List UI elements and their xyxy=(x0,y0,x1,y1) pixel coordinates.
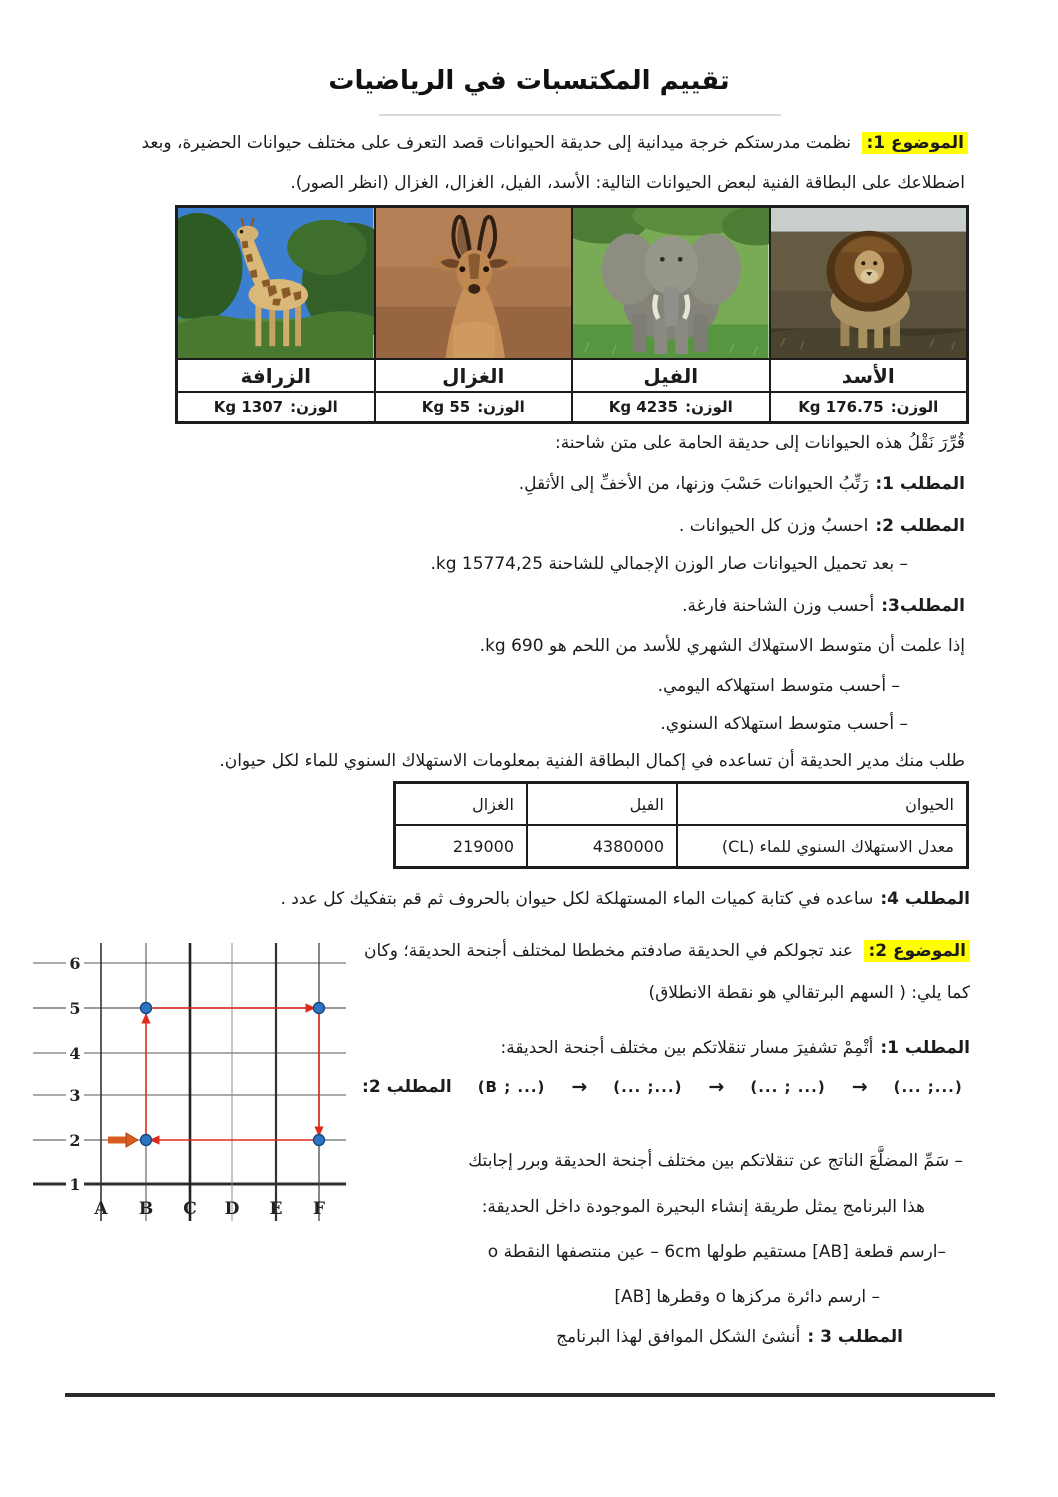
topic2-intro-line1 xyxy=(364,936,970,966)
svg-text:6: 6 xyxy=(69,954,81,973)
question-2-text: احسبُ وزن كل الحيوانات . xyxy=(678,516,869,536)
lion-photo xyxy=(770,207,968,359)
water-value-elephant: 4380000 xyxy=(527,825,677,867)
svg-text:D: D xyxy=(224,1199,240,1219)
svg-text:2: 2 xyxy=(69,1131,81,1150)
weight-label: الوزن: xyxy=(477,398,525,416)
topic2-question-2-label: المطلب 2: xyxy=(362,1077,452,1097)
program-step-1: –ارسم قطعة [AB] مستقيم طولها 6cm – عين منتصفها النقطة o xyxy=(487,1242,946,1262)
animal-weight-elephant xyxy=(572,392,770,422)
park-map-grid xyxy=(28,938,353,1230)
animal-weight-gazelle xyxy=(375,392,573,422)
program-step-2: – ارسم دائرة مركزها o وقطرها [AB] xyxy=(614,1287,880,1307)
question-3-label: المطلب3: xyxy=(881,596,965,616)
svg-text:3: 3 xyxy=(69,1086,81,1105)
svg-text:C: C xyxy=(183,1199,197,1219)
weight-value: 1307 Kg xyxy=(213,398,284,416)
topic2-question-1-text: أتْمِمْ تشفيرَ مسار تنقلاتكم بين مختلف أجنحة الحديقة: xyxy=(500,1038,874,1058)
topic1-intro-text1: نظمت مدرستكم خرجة ميدانية إلى حديقة الحيوانات قصد التعرف على مختلف حيوانات الحضيرة، وبعد xyxy=(141,133,852,153)
program-line: هذا البرنامج يمثل طريقة إنشاء البحيرة الموجودة داخل الحديقة: xyxy=(481,1197,925,1217)
coordinate-sequence xyxy=(362,1076,963,1098)
coordinate-pair: (... ;...) xyxy=(613,1078,683,1096)
topic2-question-3-text: أنشئ الشكل الموافق لهذا البرنامج xyxy=(556,1327,801,1347)
topic1-label: الموضوع 1: xyxy=(862,132,968,154)
topic2-question-1-label: المطلب 1: xyxy=(880,1038,970,1058)
question-4-label: المطلب 4: xyxy=(880,889,970,909)
svg-text:B: B xyxy=(138,1199,154,1219)
topic1-intro-line2 xyxy=(290,168,965,198)
question-3 xyxy=(682,591,965,621)
water-intro-line: طلب منك مدير الحديقة أن تساعده في إكمال البطاقة الفنية بمعلومات الاستهلاك السنوي للماء لكل حيوان. xyxy=(219,751,965,771)
topic1-intro-line1 xyxy=(141,128,968,158)
elephant-photo xyxy=(572,207,770,359)
topic2-question-1 xyxy=(501,1033,970,1063)
bullet-yearly: – أحسب متوسط استهلاكه السنوي. xyxy=(660,714,908,734)
animal-name-gazelle: الغزال xyxy=(375,359,573,392)
bullet-daily: – أحسب متوسط استهلاكه اليومي. xyxy=(657,676,900,696)
topic2-question-3 xyxy=(556,1322,903,1352)
svg-text:1: 1 xyxy=(69,1175,81,1194)
water-header-animal: الحيوان xyxy=(677,783,967,825)
title-underline xyxy=(379,114,781,116)
footer-divider xyxy=(65,1393,995,1397)
weight-label: الوزن: xyxy=(685,398,733,416)
animal-name-lion: الأسد xyxy=(770,359,968,392)
water-header-gazelle: الغزال xyxy=(395,783,527,825)
coordinate-pair: (... ; ...) xyxy=(750,1078,826,1096)
gazelle-photo xyxy=(375,207,573,359)
svg-text:5: 5 xyxy=(69,999,81,1018)
water-row-label: معدل الاستهلاك السنوي للماء (CL) xyxy=(677,825,967,867)
animal-name-giraffe: الزرافة xyxy=(177,359,375,392)
arrow-right-icon: → xyxy=(708,1076,725,1098)
polygon-line: – سَمِّ المضلَّعَ الناتج عن تنقلاتكم بين مختلف أجنحة الحديقة وبرر إجابتك xyxy=(468,1151,963,1171)
giraffe-photo xyxy=(177,207,375,359)
arrow-right-icon: → xyxy=(571,1076,588,1098)
question-4-text: ساعده في كتابة كميات الماء المستهلكة لكل حيوان بالحروف ثم قم بتفكيك كل عدد . xyxy=(280,889,874,909)
topic2-intro-text1: عند تجولكم في الحديقة صادفتم مخططا لمختلف أجنحة الحديقة؛ وكان xyxy=(363,941,854,961)
weight-label: الوزن: xyxy=(890,398,939,416)
coordinate-pair: (... ;...) xyxy=(893,1078,963,1096)
svg-text:4: 4 xyxy=(69,1044,81,1063)
water-header-elephant: الفيل xyxy=(527,783,677,825)
question-1-text: رَتِّبُ الحيوانات حَسْبَ وزنها، من الأخفِّ إلى الأثقلِ. xyxy=(518,474,869,494)
topic2-intro-line2: كما يلي: ( السهم البرتقالي هو نقطة الانطلاق) xyxy=(648,983,970,1003)
weight-value: 55 Kg xyxy=(421,398,471,416)
question-2-label: المطلب 2: xyxy=(875,516,965,536)
transport-line: قُرِّرَ نَقْلُ هذه الحيوانات إلى حديقة الحامة على متن شاحنة: xyxy=(554,433,965,453)
weight-value: 4235 Kg xyxy=(608,398,679,416)
lion-meat-line: إذا علمت أن متوسط الاستهلاك الشهري للأسد من اللحم هو 690 kg. xyxy=(479,636,965,656)
svg-text:F: F xyxy=(312,1199,326,1219)
svg-text:A: A xyxy=(94,1199,108,1219)
question-2 xyxy=(679,511,965,541)
coordinate-pair: (B ; ...) xyxy=(477,1078,546,1096)
loaded-weight-note: – بعد تحميل الحيوانات صار الوزن الإجمالي للشاحنة 15774,25 kg. xyxy=(430,554,908,574)
topic1-intro-text2: اضطلاعك على البطاقة الفنية لبعض الحيوانات التالية: الأسد، الفيل، الغزال، الغزال (انظر الصور). xyxy=(290,173,965,193)
animal-table xyxy=(175,205,969,424)
water-table xyxy=(393,781,969,869)
question-4 xyxy=(280,884,970,914)
water-value-gazelle: 219000 xyxy=(395,825,527,867)
question-1-label: المطلب 1: xyxy=(875,474,965,494)
topic2-question-3-label: المطلب 3 : xyxy=(807,1327,903,1347)
svg-text:E: E xyxy=(269,1199,283,1219)
animal-name-elephant: الفيل xyxy=(572,359,770,392)
animal-weight-lion xyxy=(770,392,968,422)
page-title: تقييم المكتسبات في الرياضيات xyxy=(328,66,730,96)
weight-value: 176.75 Kg xyxy=(798,398,884,416)
topic2-label: الموضوع 2: xyxy=(864,940,970,962)
arrow-right-icon: → xyxy=(851,1076,868,1098)
question-3-text: أحسب وزن الشاحنة فارغة. xyxy=(682,596,875,616)
weight-label: الوزن: xyxy=(290,398,338,416)
animal-weight-giraffe xyxy=(177,392,375,422)
question-1 xyxy=(519,469,965,499)
